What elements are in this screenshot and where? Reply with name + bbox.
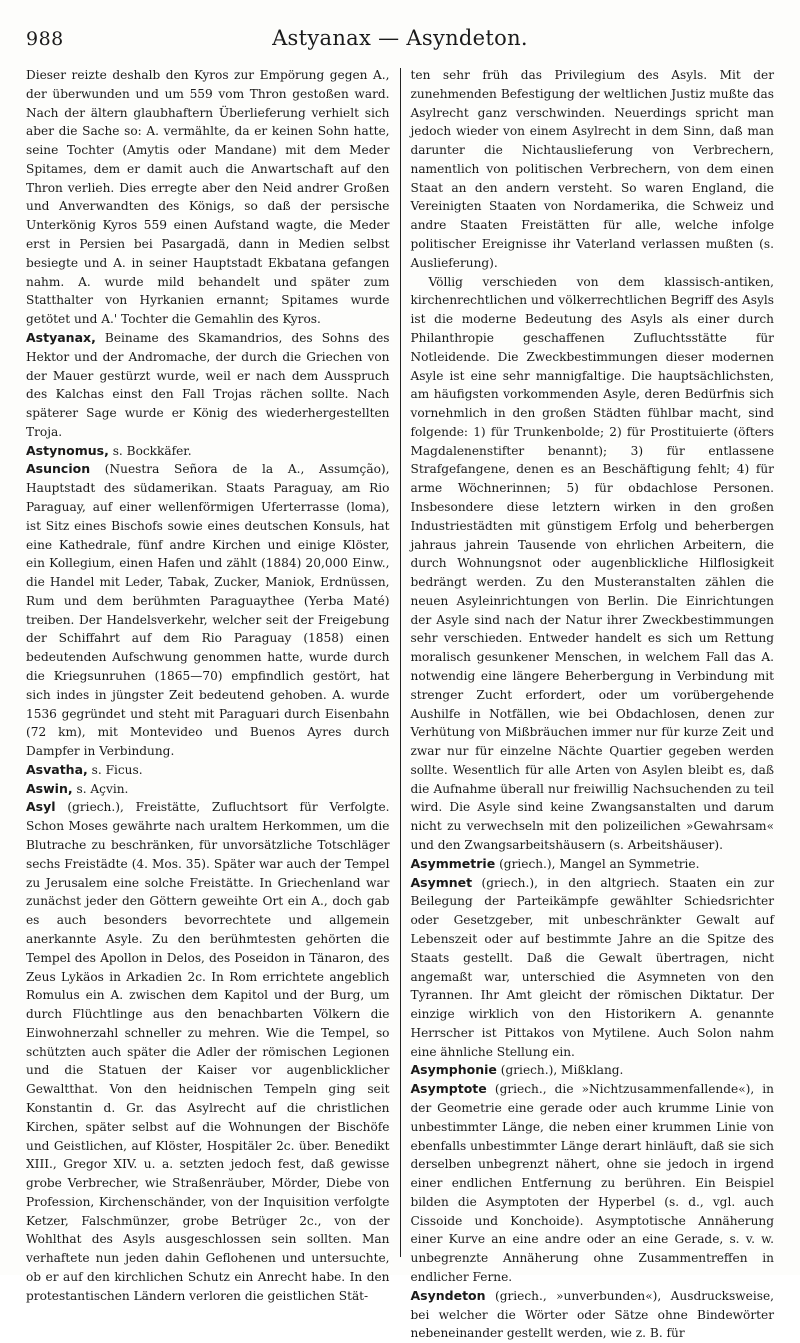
headword: Asuncion [26, 461, 91, 477]
entry-text: (griech., »unverbunden«), Ausdrucksweise, bei welcher die Wörter oder Sätze ohne Bindewörter nebeneinander gestellt werden, wie z. B. für [410, 1288, 774, 1341]
page-number: 988 [26, 28, 64, 50]
entry-text: (griech.), in den altgriech. Staaten ein zur Beilegung der Parteikämpfe gewählter Schiedsrichter oder Gesetzgeber, mit unbeschränkter Gewalt auf Lebenszeit oder auf bestimmte Jahre an die Spitze des Staats gestellt. Daß die Gewalt übertragen, nicht angemaßt war, unterschied die Asymneten von den Tyrannen. Ihr Amt gleicht der römischen Diktatur. Der einzige wirklich von den Historikern A. genannte Herrscher ist Pittakos von Mytilene. Auch Solon nahm eine ähnliche Stellung ein. [410, 875, 775, 1059]
right-column [401, 66, 775, 1341]
entry-asymmetrie [411, 855, 775, 874]
headword: Astyanax, [26, 329, 96, 345]
running-head: Astyanax — Asyndeton. [272, 26, 528, 50]
headword: Asymmetrie [410, 855, 496, 871]
headword: Asyl [26, 799, 56, 815]
entry-text: ten sehr früh das Privilegium des Asyls. Mit der zunehmenden Befestigung der weltlichen Justiz mußte das Asylrecht ganz verschwinden. Neuerdings spricht man jedoch wieder von einem Asylrecht in dem Sinn, daß man darunter die Nichtauslieferung von Verbrechern, namentlich von politischen Verbrechern, von dem einen Staat an den andern versteht. So waren England, die Vereinigten Staaten von Nordamerika, die Schweiz und andre Staaten Freistätten für alle, welche infolge politischer Ereignisse ihr Vaterland verlassen mußten (s. Auslieferung). [410, 68, 774, 270]
entry-text: s. Bockkäfer. [112, 443, 192, 458]
entry-text: s. Ficus. [91, 762, 143, 777]
entry-text: s. Açvin. [76, 781, 129, 796]
headword: Asymptote [410, 1081, 487, 1097]
left-column [26, 66, 400, 1303]
entry-asymnet [411, 874, 775, 1062]
entry-asymptote [411, 1080, 775, 1287]
entry-asyl [26, 798, 390, 1305]
entry-astyanax [26, 329, 390, 442]
headword: Astynomus, [26, 442, 109, 458]
headword: Asyndeton [410, 1287, 486, 1303]
entry-asyndeton [411, 1287, 775, 1343]
entry-astynomus [26, 442, 390, 461]
entry-text: (griech.), Freistätte, Zufluchtsort für Verfolgte. Schon Moses gewährte nach uraltem Herkommen, um die Blutrache zu beschränken, für unvorsätzliche Totschläger sechs Freistädte (4. Mos. 35). Später war auch der Tempel zu Jerusalem eine solche Freistätte. In Griechenland war zunächst jeder den Göttern geweihte Ort ein A., doch gab es auch besonders bevorrechtete und allgemein anerkannte Asyle. Zu den berühmtesten gehörten die Tempel des Apollon in Delos, des Poseidon in Tänaron, des Zeus Lykäos in Arkadien 2c. In Rom errichtete angeblich Romulus ein A. zwischen dem Kapitol und der Burg, um durch Flüchtlinge aus den benachbarten Völkern die Einwohnerzahl schneller zu mehren. Wie die Tempel, so schützten auch später die Adler der römischen Legionen und die Statuen der Kaiser vor augenblicklicher Gewaltthat. Von den heidnischen Tempeln ging seit Konstantin d. Gr. das Asylrecht auf die christlichen Kirchen, später selbst auf die Wohnungen der Bischöfe und Geistlichen, auf Klöster, Hospitäler 2c. über. Benedikt XIII., Gregor XIV. u. a. setzten jedoch fest, daß gewisse grobe Verbrecher, wie Straßenräuber, Mörder, Diebe von Profession, Kirchenschänder, von der Inquisition verfolgte Ketzer, Falschmünzer, grobe Betrüger 2c., von der Wohlthat des Asyls ausgeschlossen sein sollten. Man verhaftete nun jeden dahin Geflohenen und untersuchte, ob er auf den kirchlichen Schutz ein Anrecht habe. In den protestantischen Ländern verloren die geistlichen Stät- [26, 800, 390, 1303]
entry-aswin [26, 780, 390, 799]
entry-text: Völlig verschieden von dem klassisch-antiken, kirchenrechtlichen und völkerrechtlichen Begriff des Asyls ist die moderne Bedeutung des Asyls als einer durch Philanthropie geschaffenen Zufluchtsstätte für Notleidende. Die Zweckbestimmungen dieser modernen Asyle ist eine sehr mannigfaltige. Die hauptsächlichsten, am häufigsten vorkommenden Asyle, deren Bedürfnis sich vornehmlich in den großen Städten fühlbar macht, sind folgende: 1) für Trunkenbolde; 2) für Prostituierte (öfters Magdalenenstifter benannt); 3) für entlassene Strafgefangene, denen es an Beschäftigung fehlt; 4) für arme Wöchnerinnen; 5) für obdachlose Personen. Insbesondere diese letztern wirken in den großen Industriestädten mit günstigem Erfolg und beherbergen jahraus jahrein Tausende von ehrlichen Arbeitern, die durch Wohnungsnot oder augenblickliche Hilflosigkeit bedrängt werden. Zu den Musteranstalten zählen die neuen Asyleinrichtungen von Berlin. Die Einrichtungen der Asyle sind nach der Natur ihrer Zweckbestimmungen sehr verschieden. Entweder handelt es sich um Rettung moralisch gesunkener Menschen, in welchem Fall das A. notwendig eine längere Beherbergung in Verbindung mit strenger Zucht erfordert, oder um vorübergehende Aushilfe in Notfällen, wie bei Obdachlosen, denen zur Verhütung von Mißbräuchen immer nur für kurze Zeit und zwar nur für einzelne Nächte Quartier gegeben werden sollte. Wesentlich für alle Arten von Asylen bleibt es, daß die Aufnahme überall nur freiwillig Nachsuchenden zu teil wird. Die Asyle sind keine Zwangsanstalten und darum nicht zu verwechseln mit den polizeilichen »Gewahrsam« und den Zwangsarbeitshäusern (s. Arbeitshäuser). [410, 274, 774, 853]
entry-text: Dieser reizte deshalb den Kyros zur Empörung gegen A., der überwunden und um 559 vom Thron gestoßen ward. Nach der ältern glaubhaftern Überlieferung verhielt sich aber die Sache so: A. vermählte, da er keinen Sohn hatte, seine Tochter (Amytis oder Mandane) mit dem Meder Spitames, dem er damit auch die Anwartschaft auf den Thron verlieh. Dies erregte aber den Neid andrer Großen und Anverwandten des Königs, so daß der persische Unterkönig Kyros 559 einen Aufstand wagte, die Meder erst in Persien bei Pasargadä, dann in Medien selbst besiegte und A. in seiner Hauptstadt Ekbatana gefangen nahm. A. wurde mild behandelt und später zum Statthalter von Hyrkanien ernannt; Spitames wurde getötet und A.' Tochter die Gemahlin des Kyros. [26, 68, 390, 327]
page-header [26, 24, 774, 58]
headword: Asymnet [410, 874, 473, 890]
headword: Asvatha, [26, 761, 88, 777]
entry-asuncion [26, 460, 390, 761]
entry-text: (Nuestra Señora de la A., Assumção), Hauptstadt des südamerikan. Staats Paraguay, am Rio Paraguay, auf einer wellenförmigen Uferterrasse (loma), ist Sitz eines Bischofs sowie eines deutschen Konsuls, hat eine Kathedrale, fünf andre Kirchen und einige Klöster, ein Kollegium, einen Hafen und zählt (1884) 20,000 Einw., die Handel mit Leder, Tabak, Zucker, Maniok, Erdnüssen, Rum und dem berühmten Paraguaythee (Yerba Maté) treiben. Der Handelsverkehr, welcher seit der Freigebung der Schiffahrt auf dem Rio Paraguay (1858) einen bedeutenden Aufschwung genommen hatte, wurde durch die Kriegsunruhen (1865—70) empfindlich gestört, hat sich indes in jüngster Zeit bedeutend gehoben. A. wurde 1536 gegründet und steht mit Paraguari durch Eisenbahn (72 km), mit Montevideo und Buenos Ayres durch Dampfer in Verbindung. [26, 462, 390, 759]
entry-paragraph [411, 273, 775, 855]
headword: Aswin, [26, 780, 73, 796]
entry-asvatha [26, 761, 390, 780]
entry-asymphonie [411, 1061, 775, 1080]
entry-text: (griech.), Mißklang. [500, 1063, 624, 1078]
text-columns [26, 66, 775, 1341]
entry-text: (griech.), Mangel an Symmetrie. [499, 856, 700, 871]
entry-continuation [411, 66, 775, 273]
entry-text: Beiname des Skamandrios, des Sohns des Hektor und der Andromache, der durch die Griechen von der Mauer gestürzt wurde, weil er nach dem Ausspruch des Kalchas einst den Fall Trojas rächen sollte. Nach späterer Sage wurde er König des wiederhergestellten Troja. [26, 330, 390, 439]
entry-continuation [26, 66, 390, 329]
entry-text: (griech., die »Nichtzusammenfallende«), in der Geometrie eine gerade oder auch krumme Linie von unbestimmter Länge, die neben einer krummen Linie von ebenfalls unbestimmter Länge derart hinläuft, daß sie sich derselben unbegrenzt nähert, ohne sie jedoch in irgend einer endlichen Entfernung zu berühren. Ein Beispiel bilden die Asymptoten der Hyperbel (s. d., vgl. auch Cissoide und Konchoide). Asymptotische Annäherung einer Kurve an eine andre oder an eine Gerade, s. v. w. unbegrenzte Annäherung ohne Zusammentreffen in endlicher Ferne. [410, 1082, 774, 1284]
headword: Asymphonie [410, 1062, 497, 1078]
